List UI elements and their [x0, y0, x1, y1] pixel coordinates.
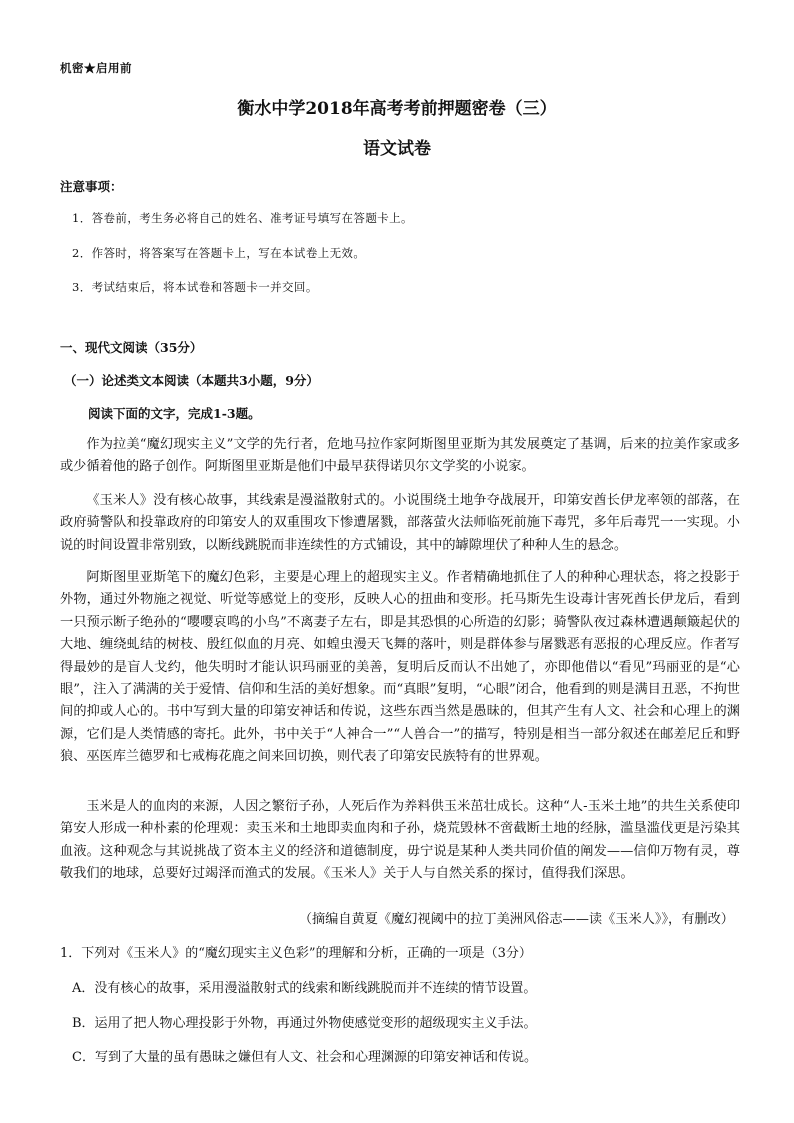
question-option: A．没有核心的故事，采用漫溢散射式的线索和断线跳脱而并不连续的情节设置。	[72, 981, 537, 996]
notice-item: 3．考试结束后，将本试卷和答题卡一并交回。	[72, 280, 318, 294]
passage-source: （摘编自黄夏《魔幻视阈中的拉丁美洲风俗志——读《玉米人》》，有删改）	[298, 912, 734, 927]
passage-paragraph: 玉米是人的血肉的来源，人因之繁衍子孙，人死后作为养料供玉米茁壮成长。这种“人-玉米土地”的共生关系使印第安人形成一种朴素的伦理观：卖玉米和土地即卖血肉和子孙，烧荒毁林不啻截断土地的经脉，滥垦滥伐更是污染其血液。这种观念与其说挑战了资本主义的经济和道德制度，毋宁说是某种人类共同价值的阐发——信仰万物有灵，尊敬我们的地球，总要好过竭泽而渔式的发展。《玉米人》关于人与自然关系的探讨，值得我们深思。	[60, 799, 740, 882]
notice-item: 2．作答时，将答案写在答题卡上，写在本试卷上无效。	[72, 246, 366, 260]
notice-item: 1．答卷前，考生务必将自己的姓名、准考证号填写在答题卡上。	[72, 211, 413, 225]
passage-paragraph: 阿斯图里亚斯笔下的魔幻色彩，主要是心理上的超现实主义。作者精确地抓住了人的种种心理状态，将之投影于外物，通过外物施之视觉、听觉等感觉上的变形，反映人心的扭曲和变形。托马斯先生设毒计害死酋长伊龙后，看到一只预示断子绝孙的“嘤嘤哀鸣的小鸟”不离妻子左右，即是其恐惧的心所造的幻影；骑警队夜过森林遭遇颠簸起伏的大地、缠绕虬结的树枝、殷红似血的月亮、如蝗虫漫天飞舞的落叶，则是群体参与屠戮恶有恶报的心理反应。作者写得最妙的是盲人戈约，他失明时才能认识玛丽亚的美善，复明后反而认不出她了，亦即他借以“看见”玛丽亚的是“心眼”，注入了满满的关于爱情、信仰和生活的美好想象。而“真眼”复明，“心眼”闭合，他看到的则是满目丑恶，不拘世间的抑或人心的。书中写到大量的印第安神话和传说，这些东西当然是愚昧的，但其产生有人文、社会和心理上的渊源，它们是人类情感的寄托。此外，书中关于“人神合一”“人兽合一”的描写，特别是相当一部分叙述在邮差尼丘和野狼、巫医库兰德罗和七戒梅花鹿之间来回切换，则代表了印第安民族特有的世界观。	[60, 570, 740, 765]
subsection-heading: （一）论述类文本阅读（本题共3小题，9分）	[64, 373, 319, 388]
exam-title: 衡水中学2018年高考考前押题密卷（三）	[237, 99, 557, 119]
passage-paragraph: 《玉米人》没有核心故事，其线索是漫溢散射式的。小说围绕土地争夺战展开，印第安酋长伊龙率领的部落，在政府骑警队和投靠政府的印第安人的双重围攻下惨遭屠戮，部落萤火法师临死前施下毒咒，多年后毒咒一一实现。小说的时间设置非常别致，以断线跳脱而非连续性的方式铺设，其中的罅隙埋伏了种种人生的悬念。	[60, 493, 740, 553]
exam-subtitle: 语文试卷	[363, 139, 431, 159]
reading-instruction: 阅读下面的文字，完成1-3题。	[88, 406, 261, 421]
confidential-mark: 机密★启用前	[60, 61, 132, 75]
question-option: C．写到了大量的虽有愚昧之嫌但有人文、社会和心理渊源的印第安神话和传说。	[72, 1050, 537, 1065]
question-stem: 1．下列对《玉米人》的“魔幻现实主义色彩”的理解和分析，正确的一项是（3分）	[60, 946, 532, 961]
notice-heading: 注意事项：	[60, 179, 123, 194]
passage-paragraph: 作为拉美“魔幻现实主义”文学的先行者，危地马拉作家阿斯图里亚斯为其发展奠定了基调，后来的拉美作家或多或少循着他的路子创作。阿斯图里亚斯是他们中最早获得诺贝尔文学奖的小说家。	[60, 437, 740, 475]
question-option: B．运用了把人物心理投影于外物，再通过外物使感觉变形的超级现实主义手法。	[72, 1016, 537, 1031]
section-heading: 一、现代文阅读（35分）	[60, 340, 203, 355]
